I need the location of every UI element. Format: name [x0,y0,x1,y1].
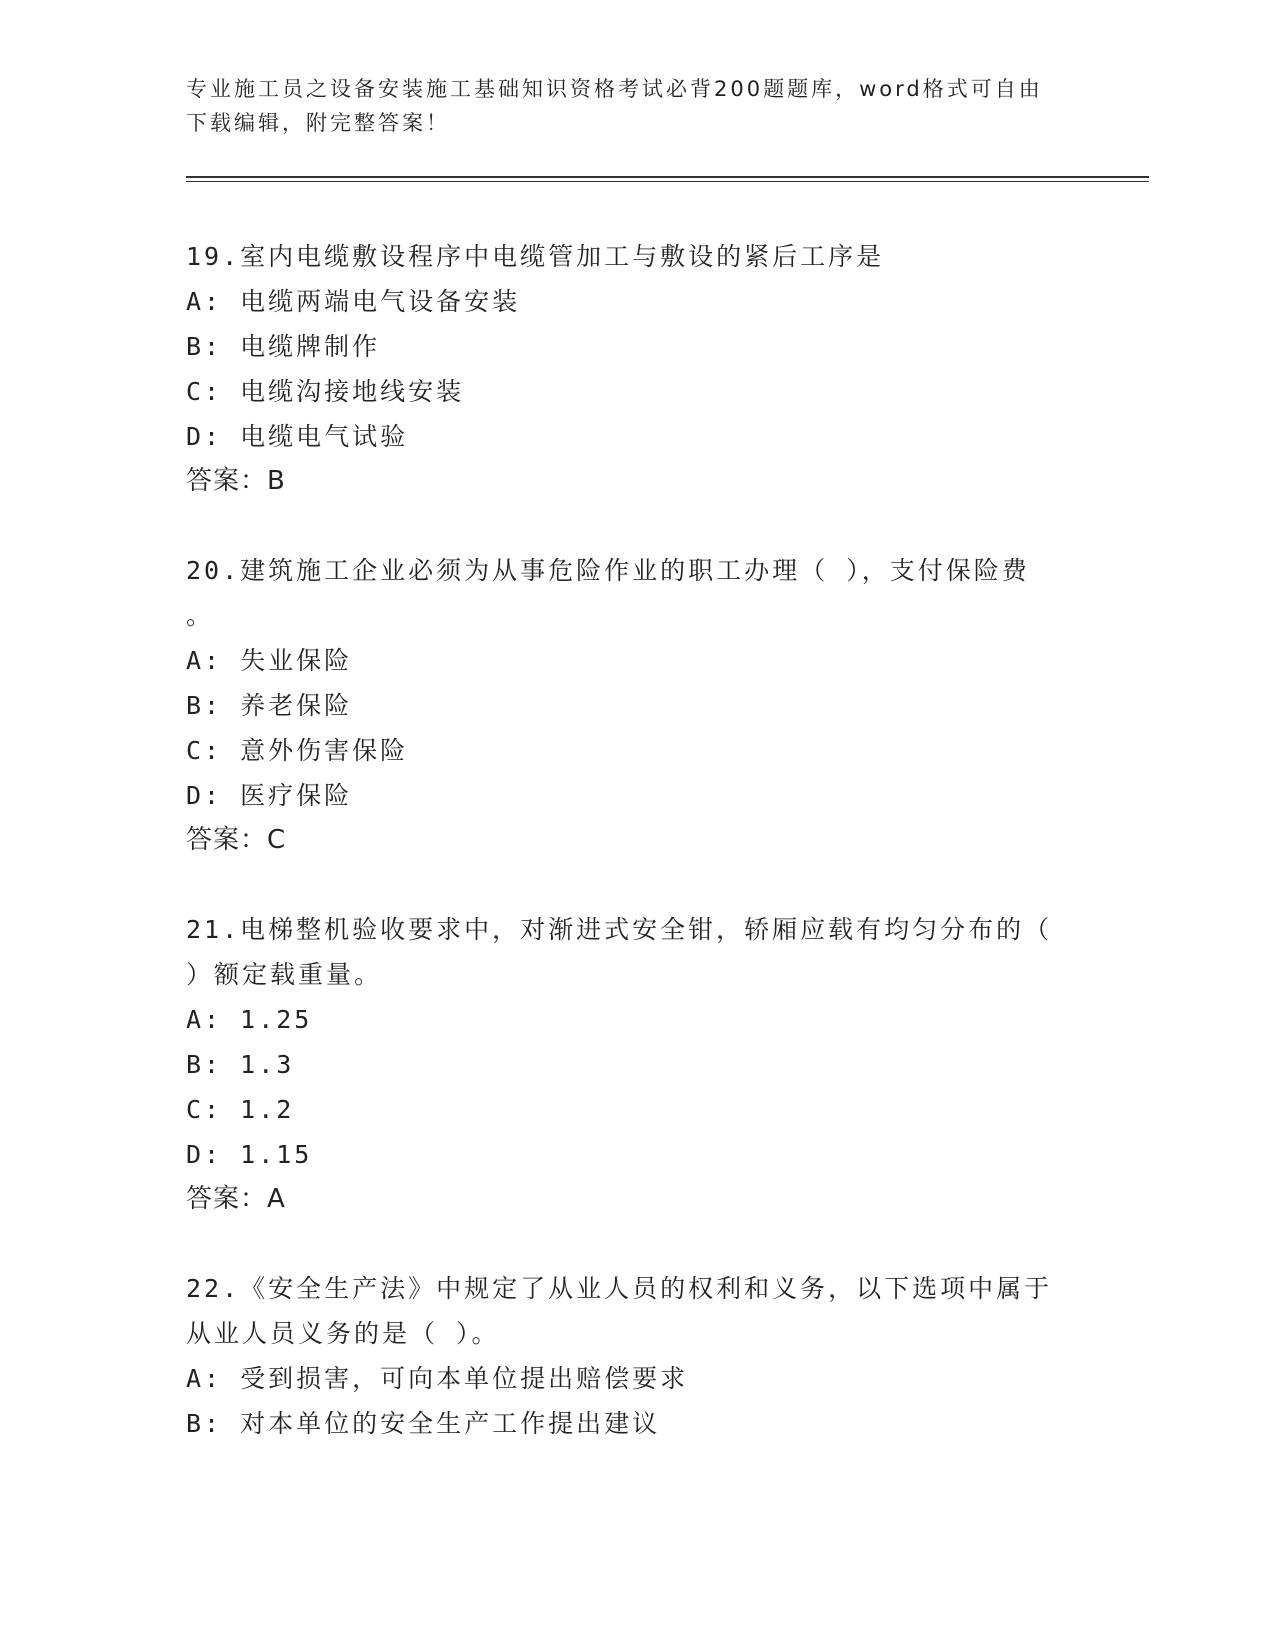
answer: 答案：C [186,825,287,855]
question-stem: 22.《安全生产法》中规定了从业人员的权利和义务，以下选项中属于 [186,1274,1053,1303]
option-a: A: 电缆两端电气设备安装 [186,287,521,316]
question-stem: 20.建筑施工企业必须为从事危险作业的职工办理（ ），支付保险费 [186,556,1030,585]
document-header [186,72,1086,140]
option-a: A: 1.25 [186,1005,313,1034]
option-b: B: 养老保险 [186,691,353,720]
header-divider-thin [186,181,1149,182]
question-22 [186,1266,1086,1446]
question-20 [186,548,1086,863]
question-stem-continued: 从业人员义务的是（ ）。 [186,1319,500,1348]
option-c: C: 意外伤害保险 [186,736,409,765]
option-b: B: 对本单位的安全生产工作提出建议 [186,1409,661,1438]
question-stem: 21.电梯整机验收要求中，对渐进式安全钳，轿厢应载有均匀分布的（ [186,915,1053,944]
option-a: A: 失业保险 [186,646,353,675]
option-c: C: 电缆沟接地线安装 [186,377,465,406]
question-list [186,234,1086,1490]
header-line-2: 下载编辑，附完整答案！ [186,111,450,135]
question-19 [186,234,1086,504]
option-d: D: 1.15 [186,1140,313,1169]
answer: 答案：A [186,1184,286,1214]
option-d: D: 电缆电气试验 [186,422,409,451]
question-stem: 19.室内电缆敷设程序中电缆管加工与敷设的紧后工序是 [186,242,885,271]
header-line-1: 专业施工员之设备安装施工基础知识资格考试必背200题题库，word格式可自由 [186,77,1043,101]
question-stem-continued: 。 [186,601,215,630]
answer: 答案：B [186,466,286,496]
header-divider-thick [186,176,1149,178]
question-21 [186,907,1086,1222]
option-a: A: 受到损害，可向本单位提出赔偿要求 [186,1364,689,1393]
question-stem-continued: ）额定载重量。 [186,960,383,989]
option-b: B: 电缆牌制作 [186,332,381,361]
option-b: B: 1.3 [186,1050,295,1079]
option-c: C: 1.2 [186,1095,295,1124]
option-d: D: 医疗保险 [186,781,353,810]
